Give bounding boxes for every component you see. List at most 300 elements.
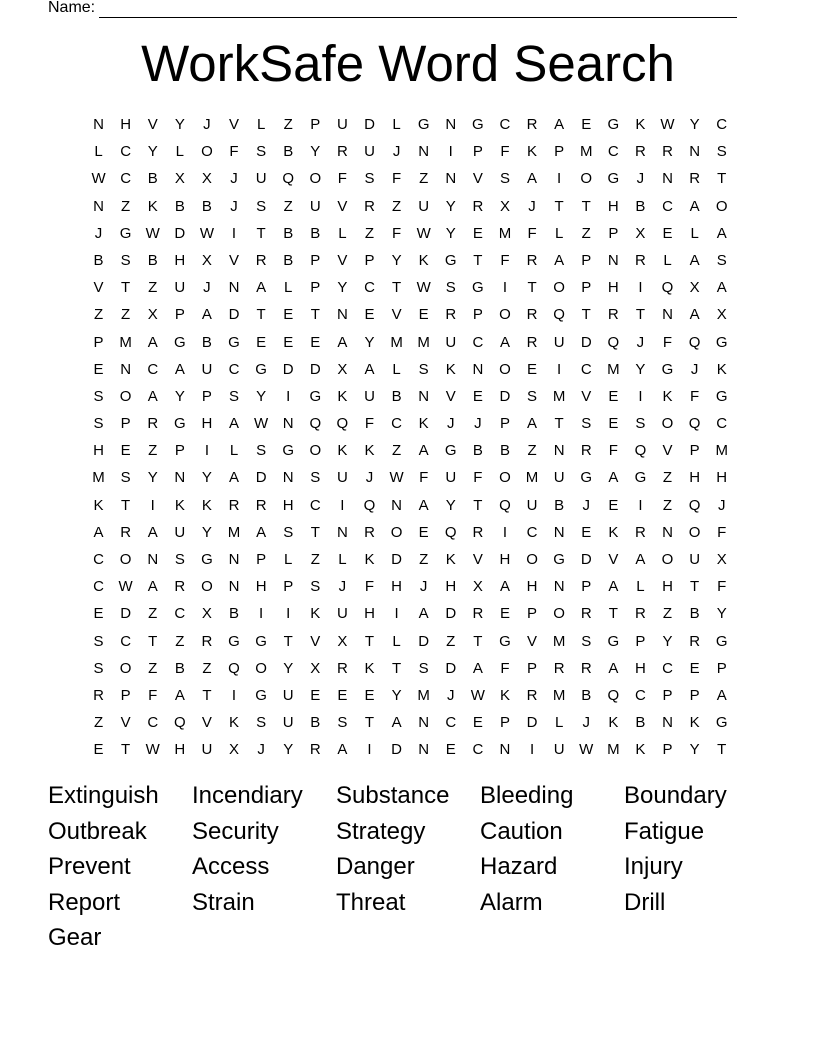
grid-letter[interactable]: E	[608, 387, 619, 405]
grid-letter[interactable]: N	[418, 741, 430, 759]
grid-letter[interactable]: V	[472, 170, 483, 188]
grid-letter[interactable]: M	[119, 333, 132, 351]
grid-letter[interactable]: T	[473, 632, 483, 650]
grid-letter[interactable]: A	[93, 523, 104, 541]
grid-letter[interactable]: S	[445, 279, 456, 297]
grid-letter[interactable]: E	[472, 224, 483, 242]
grid-letter[interactable]: F	[662, 333, 673, 351]
grid-letter[interactable]: K	[337, 442, 348, 460]
grid-letter[interactable]: P	[662, 686, 673, 704]
grid-letter[interactable]: P	[256, 551, 267, 568]
grid-letter[interactable]: K	[608, 523, 619, 541]
grid-letter[interactable]: N	[93, 116, 104, 133]
grid-letter[interactable]: G	[228, 333, 240, 351]
grid-letter[interactable]: M	[390, 333, 403, 351]
grid-letter[interactable]: H	[662, 578, 673, 596]
grid-letter[interactable]: K	[662, 387, 673, 405]
grid-letter[interactable]: T	[554, 415, 564, 433]
grid-letter[interactable]: P	[472, 306, 483, 324]
grid-letter[interactable]: H	[364, 605, 375, 623]
grid-letter[interactable]: E	[689, 659, 700, 677]
grid-letter[interactable]: J	[338, 578, 347, 596]
grid-letter[interactable]: E	[418, 306, 429, 324]
grid-letter[interactable]: K	[716, 360, 727, 378]
grid-letter[interactable]: L	[554, 224, 564, 242]
grid-letter[interactable]: E	[445, 741, 456, 759]
grid-letter[interactable]: V	[229, 116, 240, 133]
grid-letter[interactable]: P	[120, 686, 131, 704]
grid-letter[interactable]: Z	[93, 714, 104, 732]
grid-letter[interactable]: G	[255, 632, 267, 650]
grid-letter[interactable]: C	[174, 605, 186, 623]
grid-letter[interactable]: U	[445, 469, 457, 487]
grid-letter[interactable]: E	[310, 333, 321, 351]
grid-letter[interactable]: L	[636, 578, 645, 596]
grid-letter[interactable]: R	[364, 197, 375, 215]
grid-letter[interactable]: U	[553, 469, 565, 487]
grid-letter[interactable]: U	[526, 496, 538, 514]
grid-letter[interactable]: B	[635, 714, 646, 732]
grid-letter[interactable]: C	[364, 279, 375, 297]
grid-letter[interactable]: X	[716, 551, 727, 568]
grid-letter[interactable]: Y	[364, 333, 375, 351]
grid-letter[interactable]: N	[445, 116, 457, 133]
grid-letter[interactable]: H	[93, 442, 104, 460]
grid-letter[interactable]: R	[174, 578, 186, 596]
grid-letter[interactable]: X	[689, 279, 700, 297]
grid-letter[interactable]: N	[499, 741, 511, 759]
grid-letter[interactable]: S	[337, 714, 348, 732]
grid-letter[interactable]: G	[715, 333, 728, 351]
grid-letter[interactable]: H	[445, 578, 457, 596]
grid-letter[interactable]: E	[472, 387, 483, 405]
grid-letter[interactable]: H	[635, 659, 646, 677]
grid-letter[interactable]: Z	[148, 442, 158, 460]
grid-letter[interactable]: W	[91, 170, 106, 188]
grid-letter[interactable]: B	[201, 333, 212, 351]
grid-letter[interactable]: J	[230, 197, 238, 215]
grid-letter[interactable]: I	[529, 741, 535, 759]
grid-letter[interactable]: U	[174, 279, 186, 297]
grid-letter[interactable]: T	[148, 632, 158, 650]
grid-letter[interactable]: U	[282, 686, 294, 704]
grid-letter[interactable]: E	[283, 333, 294, 351]
grid-letter[interactable]: R	[635, 523, 646, 541]
grid-letter[interactable]: W	[579, 741, 594, 759]
grid-letter[interactable]: T	[121, 279, 131, 297]
grid-letter[interactable]: C	[499, 116, 511, 133]
grid-letter[interactable]: Y	[337, 279, 348, 297]
grid-letter[interactable]: N	[174, 469, 186, 487]
grid-letter[interactable]: B	[310, 224, 321, 242]
grid-letter[interactable]: H	[174, 251, 186, 269]
grid-letter[interactable]: U	[255, 170, 267, 188]
grid-letter[interactable]: R	[255, 496, 267, 514]
grid-letter[interactable]: T	[202, 686, 212, 704]
grid-letter[interactable]: U	[553, 333, 565, 351]
grid-letter[interactable]: A	[716, 686, 727, 704]
grid-letter[interactable]: F	[500, 143, 510, 161]
grid-letter[interactable]: P	[635, 632, 646, 650]
grid-letter[interactable]: J	[392, 143, 401, 161]
grid-letter[interactable]: Z	[419, 170, 429, 188]
grid-letter[interactable]: G	[228, 632, 240, 650]
grid-letter[interactable]: S	[499, 170, 510, 188]
grid-letter[interactable]: K	[445, 551, 456, 568]
grid-letter[interactable]: G	[173, 415, 186, 433]
grid-letter[interactable]: K	[364, 442, 375, 460]
grid-letter[interactable]: Q	[634, 442, 647, 460]
grid-letter[interactable]: E	[472, 714, 483, 732]
grid-letter[interactable]: D	[391, 741, 402, 759]
grid-letter[interactable]: L	[94, 143, 103, 161]
grid-letter[interactable]: O	[661, 551, 674, 568]
grid-letter[interactable]: M	[498, 224, 512, 242]
grid-letter[interactable]: N	[391, 496, 402, 514]
grid-letter[interactable]: A	[608, 578, 619, 596]
grid-letter[interactable]: W	[145, 224, 160, 242]
grid-letter[interactable]: N	[282, 469, 294, 487]
grid-letter[interactable]: Z	[148, 659, 158, 677]
grid-letter[interactable]: T	[690, 578, 700, 596]
grid-letter[interactable]: F	[364, 415, 375, 433]
grid-letter[interactable]: F	[364, 578, 375, 596]
grid-letter[interactable]: R	[364, 523, 375, 541]
grid-letter[interactable]: A	[256, 523, 267, 541]
grid-letter[interactable]: T	[310, 306, 320, 324]
grid-letter[interactable]: Q	[607, 333, 620, 351]
grid-letter[interactable]: L	[175, 143, 184, 161]
grid-letter[interactable]: P	[310, 251, 321, 269]
grid-letter[interactable]: E	[581, 116, 592, 133]
grid-letter[interactable]: B	[93, 251, 104, 269]
grid-letter[interactable]: D	[580, 333, 592, 351]
grid-letter[interactable]: O	[580, 170, 593, 188]
grid-letter[interactable]: C	[147, 714, 159, 732]
grid-letter[interactable]: N	[336, 306, 348, 324]
grid-letter[interactable]: H	[689, 469, 701, 487]
grid-letter[interactable]: S	[256, 143, 267, 161]
grid-letter[interactable]: Y	[445, 224, 456, 242]
grid-letter[interactable]: A	[418, 605, 429, 623]
grid-letter[interactable]: Z	[364, 224, 375, 242]
grid-letter[interactable]: J	[257, 741, 265, 759]
grid-letter[interactable]: Z	[662, 496, 673, 514]
grid-letter[interactable]: A	[554, 116, 565, 133]
grid-letter[interactable]: I	[502, 523, 508, 541]
grid-letter[interactable]: E	[310, 686, 321, 704]
grid-letter[interactable]: P	[499, 714, 510, 732]
grid-letter[interactable]: D	[364, 116, 375, 133]
grid-letter[interactable]: G	[444, 251, 457, 269]
grid-letter[interactable]: Q	[309, 415, 322, 433]
grid-letter[interactable]: O	[390, 523, 403, 541]
grid-letter[interactable]: I	[286, 387, 291, 405]
grid-letter[interactable]: R	[580, 442, 592, 460]
grid-letter[interactable]: C	[716, 415, 728, 433]
grid-letter[interactable]: U	[336, 605, 348, 623]
grid-letter[interactable]: N	[418, 143, 430, 161]
grid-letter[interactable]: E	[256, 333, 267, 351]
grid-letter[interactable]: C	[120, 632, 132, 650]
grid-letter[interactable]: U	[282, 714, 294, 732]
grid-letter[interactable]: X	[174, 170, 185, 188]
grid-letter[interactable]: V	[337, 197, 348, 215]
grid-letter[interactable]: X	[716, 306, 727, 324]
grid-letter[interactable]: B	[635, 197, 646, 215]
grid-letter[interactable]: P	[201, 387, 212, 405]
grid-letter[interactable]: W	[416, 224, 431, 242]
grid-letter[interactable]: L	[392, 632, 401, 650]
grid-letter[interactable]: U	[364, 387, 375, 405]
grid-letter[interactable]: B	[147, 170, 158, 188]
grid-letter[interactable]: P	[716, 659, 727, 677]
grid-letter[interactable]: I	[204, 442, 209, 460]
grid-letter[interactable]: C	[120, 170, 132, 188]
grid-letter[interactable]: N	[418, 714, 430, 732]
grid-letter[interactable]: G	[472, 279, 484, 297]
grid-letter[interactable]: V	[229, 251, 240, 269]
grid-letter[interactable]: A	[337, 741, 348, 759]
grid-letter[interactable]: S	[174, 551, 185, 568]
grid-letter[interactable]: C	[662, 659, 673, 677]
grid-letter[interactable]: Y	[662, 632, 673, 650]
grid-letter[interactable]: S	[581, 632, 592, 650]
grid-letter[interactable]: M	[552, 387, 566, 405]
grid-letter[interactable]: Q	[336, 415, 349, 433]
grid-letter[interactable]: Q	[499, 496, 511, 514]
grid-letter[interactable]: D	[499, 387, 511, 405]
grid-letter[interactable]: R	[526, 116, 538, 133]
grid-letter[interactable]: S	[229, 387, 240, 405]
grid-letter[interactable]: G	[255, 360, 267, 378]
grid-letter[interactable]: G	[607, 632, 620, 650]
grid-letter[interactable]: Y	[174, 387, 185, 405]
grid-letter[interactable]: F	[391, 170, 402, 188]
grid-letter[interactable]: K	[418, 415, 429, 433]
grid-letter[interactable]: X	[472, 578, 483, 596]
grid-letter[interactable]: D	[418, 632, 430, 650]
grid-letter[interactable]: E	[418, 523, 429, 541]
grid-letter[interactable]: N	[662, 306, 673, 324]
grid-letter[interactable]: A	[635, 551, 646, 568]
grid-letter[interactable]: A	[418, 442, 429, 460]
grid-letter[interactable]: P	[689, 686, 700, 704]
grid-letter[interactable]: B	[174, 659, 185, 677]
grid-letter[interactable]: R	[689, 170, 701, 188]
grid-letter[interactable]: I	[286, 605, 291, 623]
grid-letter[interactable]: T	[608, 605, 618, 623]
grid-letter[interactable]: C	[120, 143, 132, 161]
grid-letter[interactable]: K	[635, 116, 646, 133]
grid-letter[interactable]: Z	[93, 306, 104, 324]
grid-letter[interactable]: E	[364, 686, 375, 704]
grid-letter[interactable]: V	[472, 551, 483, 568]
grid-letter[interactable]: B	[283, 251, 294, 269]
grid-letter[interactable]: O	[526, 551, 538, 568]
grid-letter[interactable]: J	[582, 714, 590, 732]
grid-letter[interactable]: C	[716, 116, 728, 133]
grid-letter[interactable]: M	[92, 469, 105, 487]
grid-letter[interactable]: T	[554, 197, 564, 215]
grid-letter[interactable]: P	[283, 578, 294, 596]
grid-letter[interactable]: W	[118, 578, 133, 596]
grid-letter[interactable]: T	[364, 632, 375, 650]
grid-letter[interactable]: P	[527, 659, 538, 677]
grid-letter[interactable]: G	[119, 224, 132, 242]
grid-letter[interactable]: R	[445, 306, 457, 324]
grid-letter[interactable]: X	[635, 224, 646, 242]
grid-letter[interactable]: A	[689, 251, 700, 269]
grid-letter[interactable]: B	[689, 605, 700, 623]
grid-letter[interactable]: Z	[662, 605, 673, 623]
grid-letter[interactable]: G	[472, 116, 484, 133]
grid-letter[interactable]: R	[526, 251, 538, 269]
grid-letter[interactable]: Y	[201, 523, 212, 541]
grid-letter[interactable]: R	[553, 659, 565, 677]
grid-letter[interactable]: K	[689, 714, 700, 732]
grid-letter[interactable]: I	[638, 279, 643, 297]
grid-letter[interactable]: B	[147, 251, 158, 269]
grid-letter[interactable]: C	[526, 523, 538, 541]
grid-letter[interactable]: Y	[391, 686, 402, 704]
grid-letter[interactable]: X	[337, 360, 348, 378]
grid-letter[interactable]: T	[527, 279, 537, 297]
grid-letter[interactable]: M	[227, 523, 241, 541]
grid-letter[interactable]: D	[174, 224, 186, 242]
grid-letter[interactable]: W	[470, 686, 485, 704]
grid-letter[interactable]: R	[228, 496, 240, 514]
grid-letter[interactable]: U	[689, 551, 701, 568]
grid-letter[interactable]: P	[472, 143, 483, 161]
grid-letter[interactable]: V	[201, 714, 212, 732]
grid-letter[interactable]: A	[391, 714, 402, 732]
grid-letter[interactable]: V	[581, 387, 592, 405]
grid-letter[interactable]: T	[364, 714, 375, 732]
grid-letter[interactable]: L	[663, 251, 672, 269]
grid-letter[interactable]: L	[284, 551, 293, 568]
grid-letter[interactable]: F	[690, 387, 700, 405]
grid-letter[interactable]: A	[472, 659, 483, 677]
grid-letter[interactable]: X	[229, 741, 240, 759]
grid-letter[interactable]: B	[554, 496, 565, 514]
grid-letter[interactable]: A	[418, 496, 429, 514]
grid-letter[interactable]: C	[607, 143, 619, 161]
grid-letter[interactable]: P	[662, 741, 673, 759]
grid-letter[interactable]: A	[174, 686, 185, 704]
grid-letter[interactable]: U	[201, 741, 213, 759]
grid-letter[interactable]: Z	[446, 632, 456, 650]
grid-letter[interactable]: R	[526, 686, 538, 704]
grid-letter[interactable]: N	[336, 523, 348, 541]
grid-letter[interactable]: J	[203, 116, 211, 133]
grid-letter[interactable]: M	[607, 360, 620, 378]
grid-letter[interactable]: R	[635, 143, 646, 161]
grid-letter[interactable]: E	[662, 224, 673, 242]
grid-letter[interactable]: Q	[688, 496, 701, 514]
grid-letter[interactable]: M	[525, 469, 539, 487]
grid-letter[interactable]: U	[364, 143, 375, 161]
grid-letter[interactable]: W	[199, 224, 214, 242]
grid-letter[interactable]: M	[417, 333, 430, 351]
grid-letter[interactable]: B	[201, 197, 212, 215]
grid-letter[interactable]: R	[93, 686, 104, 704]
grid-letter[interactable]: S	[581, 415, 592, 433]
grid-letter[interactable]: D	[580, 551, 592, 568]
grid-letter[interactable]: Y	[391, 251, 402, 269]
grid-letter[interactable]: Z	[419, 551, 429, 568]
grid-letter[interactable]: F	[717, 578, 727, 596]
grid-letter[interactable]: N	[607, 251, 619, 269]
grid-letter[interactable]: A	[608, 659, 619, 677]
grid-letter[interactable]: K	[147, 197, 158, 215]
grid-letter[interactable]: S	[120, 251, 131, 269]
grid-letter[interactable]: L	[554, 714, 564, 732]
grid-letter[interactable]: Q	[228, 659, 240, 677]
grid-letter[interactable]: X	[310, 659, 321, 677]
grid-letter[interactable]: S	[418, 360, 429, 378]
grid-letter[interactable]: K	[608, 714, 619, 732]
grid-letter[interactable]: R	[472, 197, 484, 215]
grid-letter[interactable]: E	[93, 605, 104, 623]
grid-letter[interactable]: P	[527, 605, 538, 623]
grid-letter[interactable]: O	[119, 659, 132, 677]
grid-letter[interactable]: J	[636, 170, 645, 188]
grid-letter[interactable]: K	[229, 714, 240, 732]
grid-letter[interactable]: Y	[689, 116, 700, 133]
grid-letter[interactable]: G	[607, 170, 620, 188]
grid-letter[interactable]: H	[607, 197, 619, 215]
grid-letter[interactable]: S	[93, 387, 104, 405]
grid-letter[interactable]: Q	[173, 714, 186, 732]
grid-letter[interactable]: Z	[121, 306, 131, 324]
grid-letter[interactable]: E	[527, 360, 538, 378]
grid-letter[interactable]: A	[147, 333, 158, 351]
grid-letter[interactable]: Q	[688, 415, 701, 433]
grid-letter[interactable]: V	[93, 279, 104, 297]
grid-letter[interactable]: D	[228, 306, 240, 324]
grid-letter[interactable]: J	[419, 578, 428, 596]
grid-letter[interactable]: K	[93, 496, 104, 514]
grid-letter[interactable]: E	[608, 415, 619, 433]
grid-letter[interactable]: N	[553, 523, 565, 541]
grid-letter[interactable]: B	[391, 387, 402, 405]
grid-letter[interactable]: T	[310, 523, 320, 541]
grid-letter[interactable]: L	[284, 279, 293, 297]
grid-letter[interactable]: A	[689, 197, 700, 215]
grid-letter[interactable]: R	[526, 306, 538, 324]
grid-letter[interactable]: E	[337, 686, 348, 704]
grid-letter[interactable]: R	[309, 741, 321, 759]
grid-letter[interactable]: R	[147, 415, 159, 433]
grid-letter[interactable]: D	[445, 659, 457, 677]
grid-letter[interactable]: C	[93, 551, 104, 568]
grid-letter[interactable]: K	[499, 686, 510, 704]
grid-letter[interactable]: J	[690, 360, 699, 378]
grid-letter[interactable]: S	[256, 197, 267, 215]
grid-letter[interactable]: O	[119, 387, 132, 405]
grid-letter[interactable]: Y	[716, 605, 727, 623]
grid-letter[interactable]: I	[231, 686, 237, 704]
grid-letter[interactable]: S	[283, 523, 294, 541]
grid-letter[interactable]: K	[310, 605, 321, 623]
grid-letter[interactable]: Z	[391, 442, 402, 460]
grid-letter[interactable]: W	[254, 415, 269, 433]
grid-letter[interactable]: P	[310, 279, 321, 297]
grid-letter[interactable]: T	[473, 496, 483, 514]
grid-letter[interactable]: G	[661, 360, 674, 378]
grid-letter[interactable]: I	[557, 170, 562, 188]
